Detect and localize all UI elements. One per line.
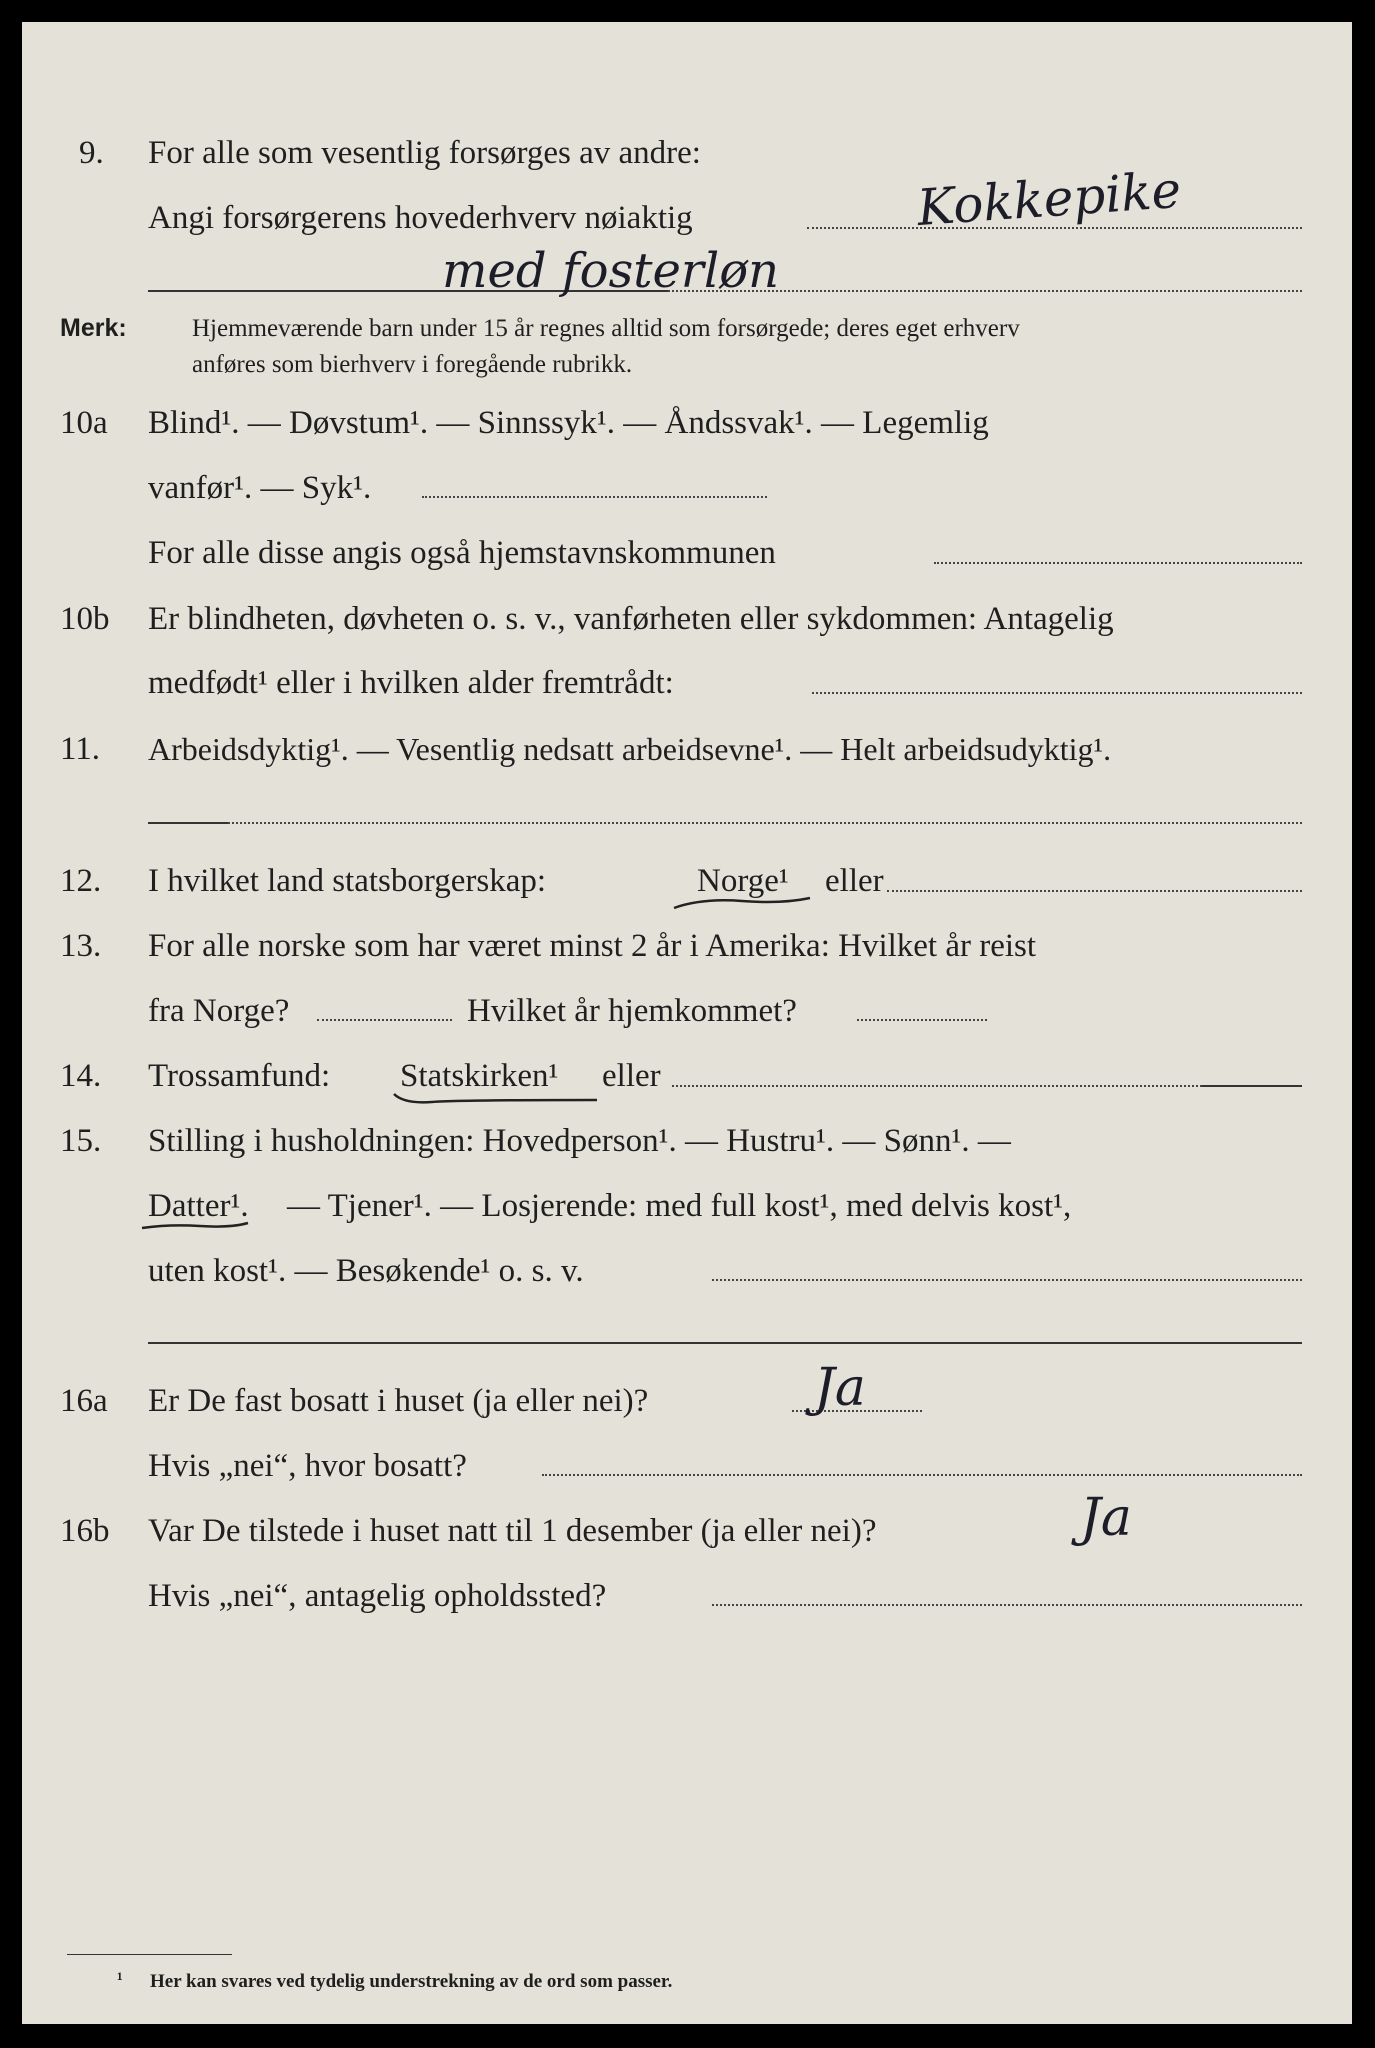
q12-text-suffix: eller bbox=[825, 863, 884, 899]
q9-text-line2: Angi forsørgerens hovederhverv nøiaktig bbox=[148, 200, 693, 236]
q14-text-prefix: Trossamfund: bbox=[148, 1058, 331, 1094]
q10a-answer-line1[interactable] bbox=[422, 496, 767, 498]
q13-text-line1: For alle norske som har været minst 2 år i Amerika: Hvilket år reist bbox=[148, 928, 1037, 964]
q13-text-line2a: fra Norge? bbox=[148, 993, 290, 1029]
q9-handwritten-answer2: med fosterløn bbox=[442, 243, 780, 299]
q11-answer-line[interactable] bbox=[228, 822, 1302, 824]
q14-number: 14. bbox=[60, 1058, 102, 1094]
merk-text-line1: Hjemmeværende barn under 15 år regnes alltid som forsørgede; deres eget erhverv bbox=[192, 315, 1020, 342]
q14-answer-line-solid bbox=[1202, 1085, 1302, 1087]
q16b-text-line1: Var De tilstede i huset natt til 1 desember (ja eller nei)? bbox=[148, 1513, 877, 1549]
q14-answer-line[interactable] bbox=[672, 1085, 1202, 1087]
q16a-number: 16a bbox=[60, 1383, 108, 1419]
q12-answer-line[interactable] bbox=[887, 890, 1302, 892]
q10a-text-line3: For alle disse angis også hjemstavnskommunen bbox=[148, 535, 776, 571]
q16b-text-line2: Hvis „nei“, antagelig opholdssted? bbox=[148, 1578, 607, 1614]
q10a-number: 10a bbox=[60, 405, 108, 441]
q15-text-line2: — Tjener¹. — Losjerende: med full kost¹, med delvis kost¹, bbox=[287, 1188, 1072, 1224]
q13-text-line2b: Hvilket år hjemkommet? bbox=[467, 993, 797, 1029]
q15-text-line1: Stilling i husholdningen: Hovedperson¹. — Hustru¹. — Sønn¹. — bbox=[148, 1123, 1011, 1159]
q10b-text-line2: medfødt¹ eller i hvilken alder fremtrådt: bbox=[148, 665, 674, 701]
q14-statskirken-underline bbox=[392, 1090, 602, 1110]
q15-answer-line1[interactable] bbox=[712, 1279, 1302, 1281]
footnote-text: Her kan svares ved tydelig understrekning av de ord som passer. bbox=[150, 1971, 673, 1992]
merk-label: Merk: bbox=[60, 314, 127, 342]
q16b-handwritten-answer: Ja bbox=[1080, 1488, 1132, 1548]
footnote-rule bbox=[67, 1954, 232, 1955]
q13-reist-line[interactable] bbox=[317, 1019, 452, 1021]
census-form-page bbox=[22, 22, 1352, 2024]
merk-text-line2: anføres som bierhverv i foregående rubrikk. bbox=[192, 351, 633, 378]
q12-norge-underline bbox=[672, 894, 812, 914]
q10b-answer-line[interactable] bbox=[812, 692, 1302, 694]
q15-datter-underline bbox=[140, 1220, 250, 1240]
q16b-number: 16b bbox=[60, 1513, 110, 1549]
q15-text-line3: uten kost¹. — Besøkende¹ o. s. v. bbox=[148, 1253, 584, 1289]
q14-text-suffix: eller bbox=[602, 1058, 661, 1094]
q10a-text-line2: vanfør¹. — Syk¹. bbox=[148, 470, 372, 506]
footnote-mark: ¹ bbox=[117, 1969, 123, 1990]
q16a-bosatt-line[interactable] bbox=[542, 1474, 1302, 1476]
q11-number: 11. bbox=[60, 731, 101, 767]
q15-answer-line2[interactable] bbox=[148, 1342, 1302, 1344]
q11-text-line1: Arbeidsdyktig¹. — Vesentlig nedsatt arbeidsevne¹. — Helt arbeidsudyktig¹. bbox=[148, 731, 1112, 767]
q15-number: 15. bbox=[60, 1123, 102, 1159]
q14-statskirken-option[interactable]: Statskirken¹ bbox=[400, 1058, 559, 1094]
q12-norge-option[interactable]: Norge¹ bbox=[697, 863, 789, 899]
q9-handwritten-answer1: Kokkepike bbox=[915, 160, 1183, 238]
q16a-text-line2: Hvis „nei“, hvor bosatt? bbox=[148, 1448, 467, 1484]
q9-text-line1: For alle som vesentlig forsørges av andre: bbox=[148, 135, 701, 171]
q10a-text-line1: Blind¹. — Døvstum¹. — Sinnssyk¹. — Åndssvak¹. — Legemlig bbox=[148, 405, 989, 441]
q12-number: 12. bbox=[60, 863, 102, 899]
q10b-number: 10b bbox=[60, 601, 110, 637]
q13-number: 13. bbox=[60, 928, 102, 964]
q9-number: 9. bbox=[79, 135, 104, 171]
q13-hjemkommet-line[interactable] bbox=[857, 1019, 987, 1021]
q10b-text-line1: Er blindheten, døvheten o. s. v., vanførheten eller sykdommen: Antagelig bbox=[148, 601, 1114, 637]
q10a-hjemstavn-line[interactable] bbox=[934, 562, 1302, 564]
q12-text-prefix: I hvilket land statsborgerskap: bbox=[148, 863, 547, 899]
q16a-text-line1: Er De fast bosatt i huset (ja eller nei)? bbox=[148, 1383, 649, 1419]
q16b-opholdssted-line[interactable] bbox=[712, 1604, 1302, 1606]
q11-answer-line-solid bbox=[148, 822, 228, 824]
q15-datter-option[interactable]: Datter¹. bbox=[148, 1188, 249, 1224]
q16a-handwritten-answer: Ja bbox=[814, 1358, 866, 1418]
